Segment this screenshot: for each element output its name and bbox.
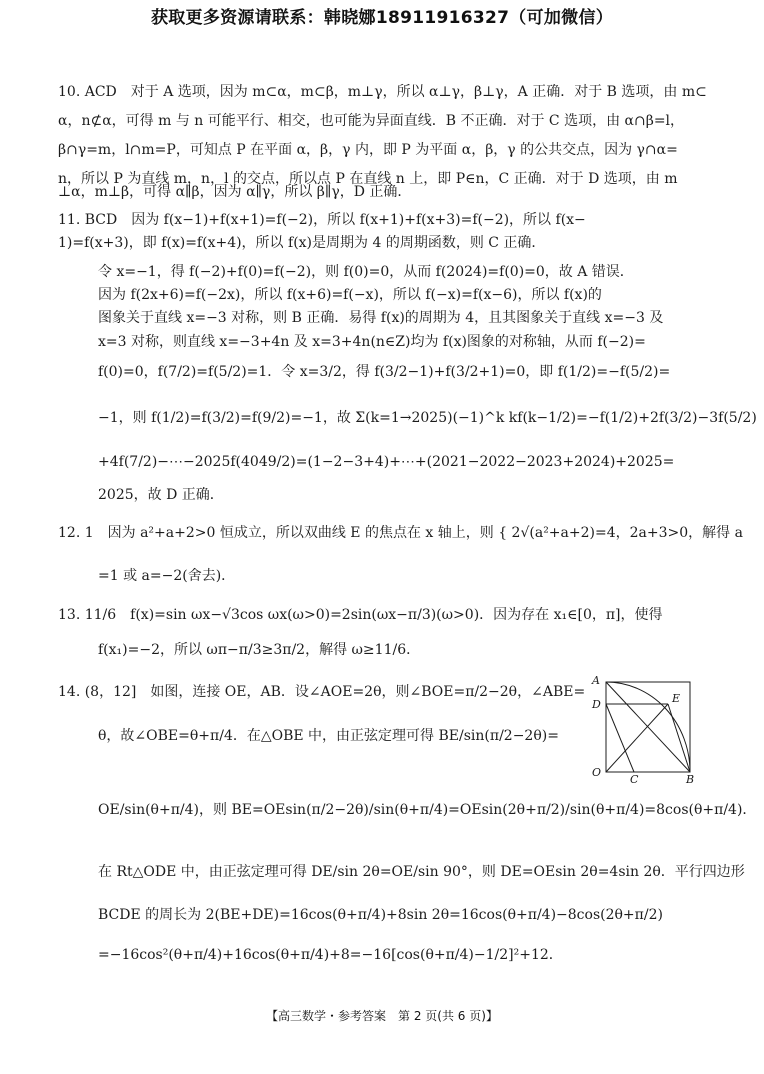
label-b: B bbox=[686, 773, 695, 784]
segment-eb bbox=[668, 704, 690, 772]
text-line: β∩γ=m，l∩m=P，可知点 P 在平面 α，β，γ 内，即 P 为平面 α，β，γ 的公共交点，因为 γ∩α= bbox=[58, 142, 678, 158]
equation-line: f(x₁)=−2，所以 ωπ−π/3≥3π/2，解得 ω≥11/6． bbox=[98, 642, 421, 658]
text-line: 11. BCD 因为 f(x−1)+f(x+1)=f(−2)，所以 f(x+1)+f(x+3)=f(−2)，所以 f(x− bbox=[58, 212, 586, 228]
equation-line: −1，则 f(1/2)=f(3/2)=f(9/2)=−1，故 Σ(k=1→2025)(−1)^k kf(k−1/2)=−f(1/2)+2f(3/2)−3f(5/2) bbox=[98, 410, 757, 426]
geometry-figure bbox=[588, 672, 698, 784]
text-line: 1)=f(x+3)，即 f(x)=f(x+4)，所以 f(x)是周期为 4 的周期函数，则 C 正确． bbox=[58, 235, 546, 251]
text-line: n，所以 P 为直线 m，n，l 的交点，所以点 P 在直线 n 上，即 P∈n，C 正确．对于 D 选项，由 m bbox=[58, 171, 678, 187]
label-e: E bbox=[672, 692, 681, 705]
text-line: 14. (8，12] 如图，连接 OE，AB．设∠AOE=2θ，则∠BOE=π/2−2θ，∠ABE= bbox=[58, 684, 586, 700]
label-c: C bbox=[630, 773, 639, 784]
text-line: 10. ACD 对于 A 选项，因为 m⊂α，m⊂β，m⊥γ，所以 α⊥γ，β⊥γ，A 正确．对于 B 选项，由 m⊂ bbox=[58, 84, 707, 100]
text-line: x=3 对称，则直线 x=−3+4n 及 x=3+4n(n∈Z)均为 f(x)图象的对称轴，从而 f(−2)= bbox=[98, 334, 646, 350]
equation-line: +4f(7/2)−⋯−2025f(4049/2)=(1−2−3+4)+⋯+(2021−2022−2023+2024)+2025= bbox=[98, 454, 675, 470]
text-line: =1 或 a=−2(舍去)． bbox=[98, 568, 236, 584]
equation-line: 13. 11/6 f(x)=sin ωx−√3cos ωx(ω>0)=2sin(ωx−π/3)(ω>0)．因为存在 x₁∈[0，π]，使得 bbox=[58, 607, 663, 623]
page-footer: 【高三数学・参考答案 第 2 页(共 6 页)】 bbox=[266, 1009, 498, 1023]
label-d: D bbox=[592, 698, 601, 711]
text-line: 图象关于直线 x=−3 对称，则 B 正确．易得 f(x)的周期为 4，且其图象关于直线 x=−3 及 bbox=[98, 310, 664, 326]
equation-line: OE/sin(θ+π/4)，则 BE=OEsin(π/2−2θ)/sin(θ+π/4)=OEsin(2θ+π/2)/sin(θ+π/4)=8cos(θ+π/4)． bbox=[98, 802, 757, 818]
equation-line: f(0)=0，f(7/2)=f(5/2)=1．令 x=3/2，得 f(3/2−1)+f(3/2+1)=0，即 f(1/2)=−f(5/2)= bbox=[98, 364, 671, 380]
equation-line: BCDE 的周长为 2(BE+DE)=16cos(θ+π/4)+8sin 2θ=16cos(θ+π/4)−8cos(2θ+π/2) bbox=[98, 907, 663, 923]
text-line: 令 x=−1，得 f(−2)+f(0)=f(−2)，则 f(0)=0，从而 f(2024)=f(0)=0，故 A 错误． bbox=[98, 264, 634, 280]
text-line: 因为 f(2x+6)=f(−2x)，所以 f(x+6)=f(−x)，所以 f(−x)=f(x−6)，所以 f(x)的 bbox=[98, 287, 602, 303]
segment-dc bbox=[606, 704, 634, 772]
text-line: ⊥α，m⊥β，可得 α∥β，因为 α∥γ，所以 β∥γ，D 正确． bbox=[58, 184, 412, 200]
text-line: α，n⊄α，可得 m 与 n 可能平行、相交，也可能为异面直线．B 不正确．对于 C 选项，由 α∩β=l， bbox=[58, 113, 685, 129]
text-line: 12. 1 因为 a²+a+2>0 恒成立，所以双曲线 E 的焦点在 x 轴上，则 { 2√(a²+a+2)=4，2a+3>0，解得 a bbox=[58, 525, 743, 541]
label-a: A bbox=[592, 674, 600, 687]
equation-line: =−16cos²(θ+π/4)+16cos(θ+π/4)+8=−16[cos(θ+π/4)−1/2]²+12． bbox=[98, 947, 563, 963]
label-o: O bbox=[592, 766, 602, 779]
equation-line: 在 Rt△ODE 中，由正弦定理可得 DE/sin 2θ=OE/sin 90°，则 DE=OEsin 2θ=4sin 2θ．平行四边形 bbox=[98, 864, 745, 880]
text-line: 2025，故 D 正确． bbox=[98, 487, 224, 503]
equation-line: θ，故∠OBE=θ+π/4．在△OBE 中，由正弦定理可得 BE/sin(π/2−2θ)= bbox=[98, 728, 559, 744]
contact-banner: 获取更多资源请联系：韩晓娜18911916327（可加微信） bbox=[150, 8, 614, 28]
